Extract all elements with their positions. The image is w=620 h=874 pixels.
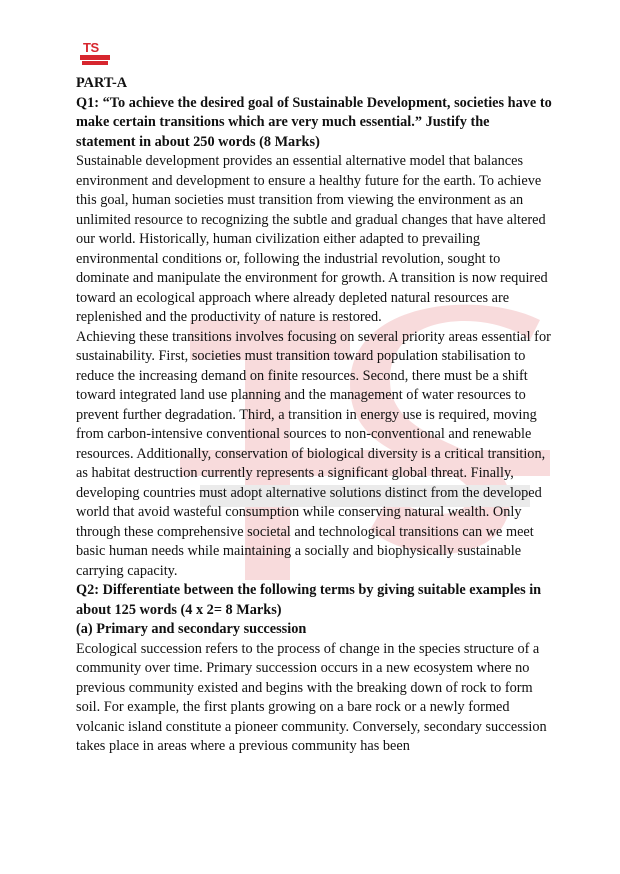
q1-paragraph-2: Achieving these transitions involves focusing on several priority areas essential for sustainability. First, societies must transition toward population stabilisation to reduce the increasing demand on finite resources. Second, there must be a shift toward integrated land use planning and the management of water resources to prevent further degradation. Third, a transition in energy use is required, moving from carbon-intensive conventional sources to non-conventional and renewable resources. Additionally, conservation of biological diversity is a critical transition, as habitat destruction currently represents a significant global threat. Finally, developing countries must adopt alternative solutions distinct from the developed world that avoid wasteful consumption while conserving natural wealth. Only through these comprehensive societal and technological transitions can we meet basic human needs while maintaining a socially and biophysically sustainable carrying capacity.	[76, 328, 551, 579]
q2-sub-a-paragraph: Ecological succession refers to the process of change in the species structure of a community over time. Primary succession occurs in a new ecosystem where no previous community existed and begins with the breaking down of rock to form soil. For example, the first plants growing on a bare rock or a newly formed volcanic island constitute a pioneer community. Conversely, secondary succession takes place in areas where a previous community has been	[76, 640, 547, 754]
logo-bar-icon	[80, 55, 110, 60]
q2-sub-a-heading: (a) Primary and secondary succession	[76, 621, 307, 637]
logo-text: TS	[83, 40, 99, 55]
q1-paragraph-1: Sustainable development provides an essential alternative model that balances environment and development to ensure a healthy future for the earth. To achieve this goal, human societies must transition from viewing the environment as an unlimited resource to recognizing the subtle and gradual changes that have altered our world. Historically, human civilization either adapted to prevailing environmental conditions or, following the industrial revolution, sought to dominate and manipulate the environment for growth. A transition is now required toward an ecological approach where already depleted natural resources are replenished and the productivity of nature is restored.	[76, 153, 548, 325]
logo-bar-icon	[82, 61, 108, 65]
q2-question: Q2: Differentiate between the following terms by giving suitable examples in about 125 words (4 x 2= 8 Marks)	[76, 582, 542, 618]
document-body	[76, 74, 552, 757]
q1-question: Q1: “To achieve the desired goal of Sustainable Development, societies have to make certain transitions which are very much essential.” Justify the statement in about 250 words (8 Marks)	[76, 94, 552, 150]
part-heading: PART-A	[76, 75, 128, 91]
company-logo	[80, 40, 114, 70]
